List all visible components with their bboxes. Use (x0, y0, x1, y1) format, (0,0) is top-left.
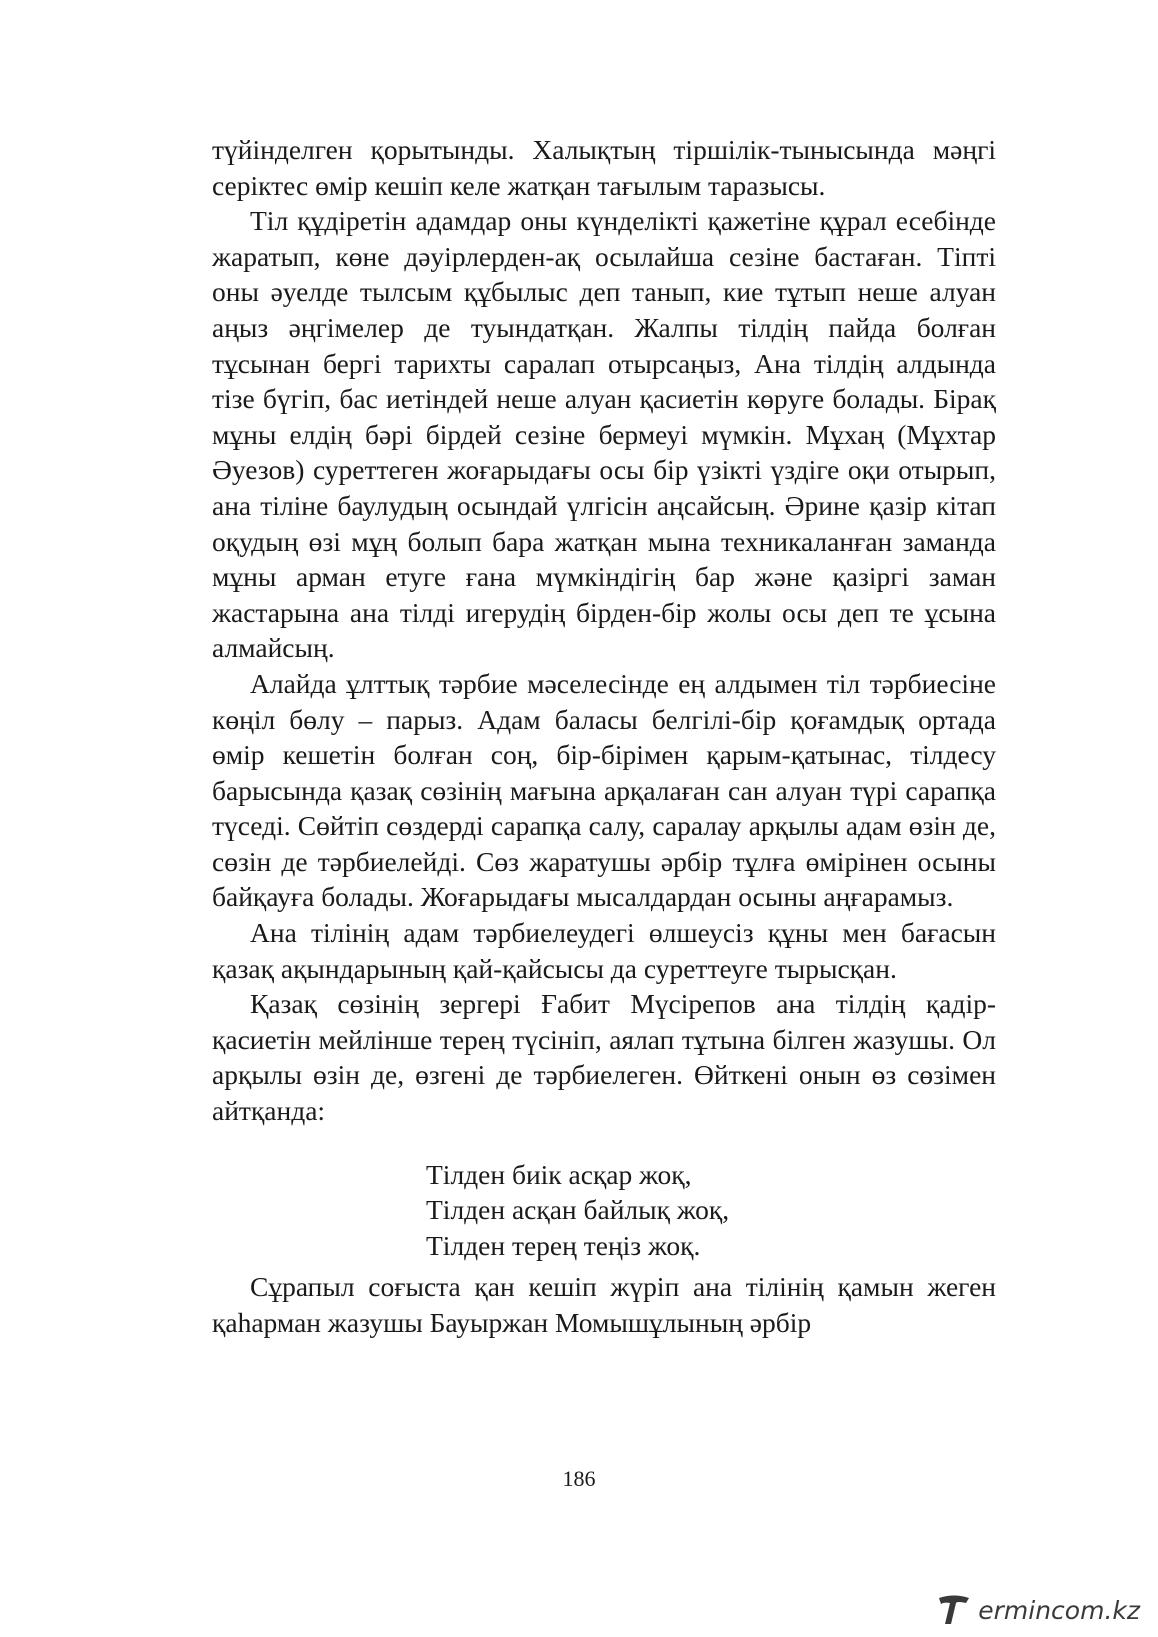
page-number: 186 (562, 1466, 596, 1491)
paragraph: Ана тілінің адам тәрбиелеудегі өлшеусіз құны мен бағасын қазақ ақындарының қай-қайсысы да суреттеуге тырысқан. (212, 917, 996, 984)
paragraph-closing: Сұрапыл соғыста қан кешіп жүріп ана тілінің қамын жеген қаһарман жазушы Бауыржан Момышұлының әрбір (212, 1271, 996, 1338)
page-body (212, 132, 996, 1341)
poem-quote (212, 1157, 996, 1264)
poem-line: Тілден асқан байлық жоқ, (426, 1194, 730, 1226)
poem-line: Тілден терең теңіз жоқ. (426, 1229, 701, 1261)
poem-line: Тілден биік асқар жоқ, (426, 1158, 692, 1190)
watermark-text: ermincom.kz (978, 1595, 1140, 1625)
paragraph: Қазақ сөзінің зергері Ғабит Мүсірепов ана тілдің қадір-қасиетін мейлінше терең түсініп, аялап тұтына білген жазушы. Ол арқылы өзін де, өзгені де тәрбиелеген. Өйткені онын өз сөзімен айтқанда: (212, 988, 996, 1127)
termincom-logo-icon (936, 1593, 972, 1627)
paragraph: Алайда ұлттық тәрбие мәселесінде ең алдымен тіл тәрбиесіне көңіл бөлу – парыз. Адам баласы белгілі-бір қоғамдық ортада өмір кешетін болған соң, бір-бірімен қарым-қатынас, тілдесу барысында қазақ сөзінің мағына арқалаған сан алуан түрі сарапқа түседі. Сөйтіп сөздерді сарапқа салу, саралау арқылы адам өзін де, сөзін де тәрбиелейді. Сөз жаратушы әрбір тұлға өмірінен осыны байқауға болады. Жоғарыдағы мысалдардан осыны аңғарамыз. (212, 667, 996, 913)
paragraph: Тіл құдіретін адамдар оны күнделікті қажетіне құрал есебінде жаратып, көне дәуірлерден-ақ осылайша сезіне бастаған. Тіпті оны әуелде тылсым құбылыс деп танып, кие тұтып неше алуан аңыз әңгімелер де туындатқан. Жалпы тілдің пайда болған тұсынан бергі тарихты саралап отырсаңыз, Ана тілдің алдында тізе бүгіп, бас иетіндей неше алуан қасиетін көруге болады. Бірақ мұны елдің бәрі бірдей сезіне бермеуі мүмкін. Мұхаң (Мұхтар Әуезов) суреттеген жоғарыдағы осы бір үзікті үздіге оқи отырып, ана тіліне баулудың осындай үлгісін аңсайсың. Әрине қазір кітап оқудың өзі мұң болып бара жатқан мына техникаланған заманда мұны арман етуге ғана мүмкіндігің бар және қазіргі заман жастарына ана тілді игерудің бірден-бір жолы осы деп те ұсына алмайсың. (212, 205, 996, 664)
termincom-watermark (936, 1593, 1140, 1627)
paragraph-continued: түйінделген қорытынды. Халықтың тіршілік-тынысында мәңгі серіктес өмір кешіп келе жатқан тағылым таразысы. (212, 134, 996, 201)
